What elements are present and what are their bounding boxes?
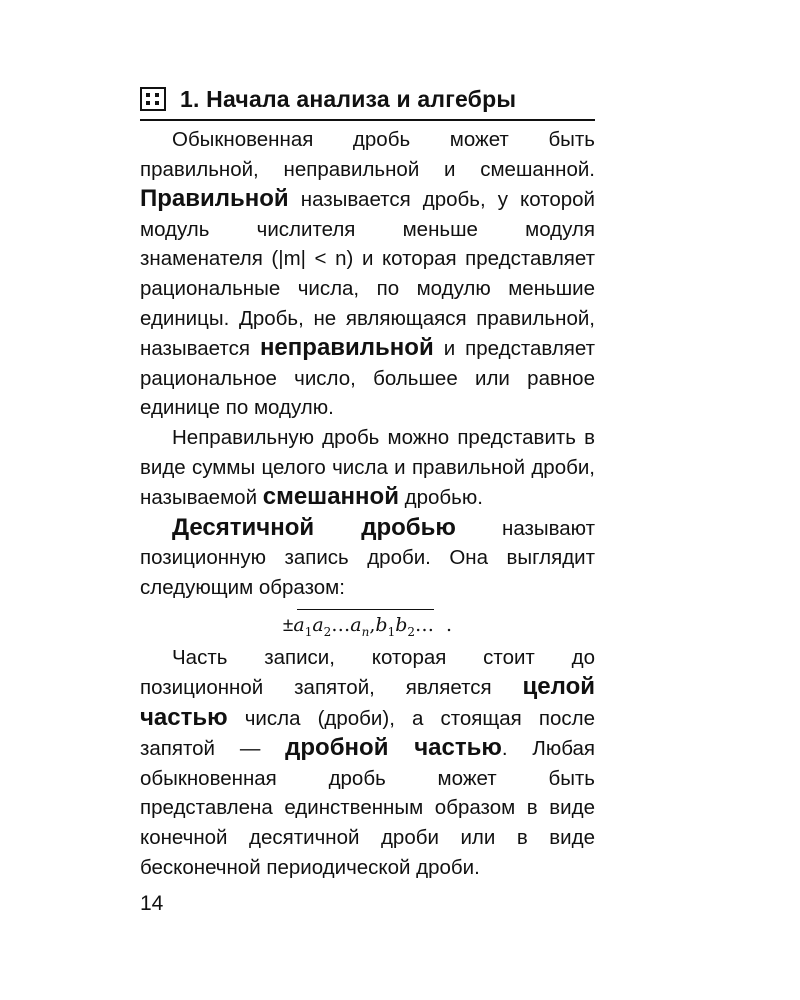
section-title: 1. Начала анализа и алгебры (180, 85, 517, 112)
book-page (140, 82, 595, 882)
page-number: 14 (140, 892, 164, 915)
decimal-formula: $\pm a_1a_2\dots a_n,b_1b_2\dots$ . (140, 605, 595, 639)
term-mixed: смешанной (262, 483, 399, 511)
term-improper: неправильной (259, 334, 434, 362)
term-proper: Правильной (140, 185, 289, 213)
paragraph-mixed: Неправильную дробь можно представить в виде суммы целого числа и правильной дроби, называемой смешанной дробью. (140, 425, 595, 511)
term-fractional-part: дробной частью (285, 734, 502, 762)
section-header (140, 82, 595, 121)
term-integer-part: целой частью (140, 673, 595, 731)
term-decimal: Десятичной дробью (172, 513, 456, 541)
formula-overline (297, 609, 434, 610)
paragraph-fractions: Обыкновенная дробь может быть правильной, неправильной и смешанной. Правильной называется дробь, у которой модуль числителя меньше модуля знаменателя (|m| < n) и которая представляет рациональные числа, по модулю меньшие единицы. Дробь, не являющаяся правильной, называется неправильной и представляет рациональное число, большее или равное единице по модулю. (140, 128, 595, 420)
paragraph-decimal: Десятичной дробью называют позиционную запись дроби. Она выглядит следующим образом: (140, 513, 595, 599)
paragraph-integer-fraction: Часть записи, которая стоит до позиционной запятой, является целой частью числа (дроби), а стоящая после запятой — дробной частью. Любая обыкновенная дробь может быть представлена единственным образом в виде конечной десятичной дроби или в виде бесконечной периодической дроби. (140, 645, 595, 879)
page-body (140, 125, 595, 882)
calculator-icon (140, 87, 166, 111)
